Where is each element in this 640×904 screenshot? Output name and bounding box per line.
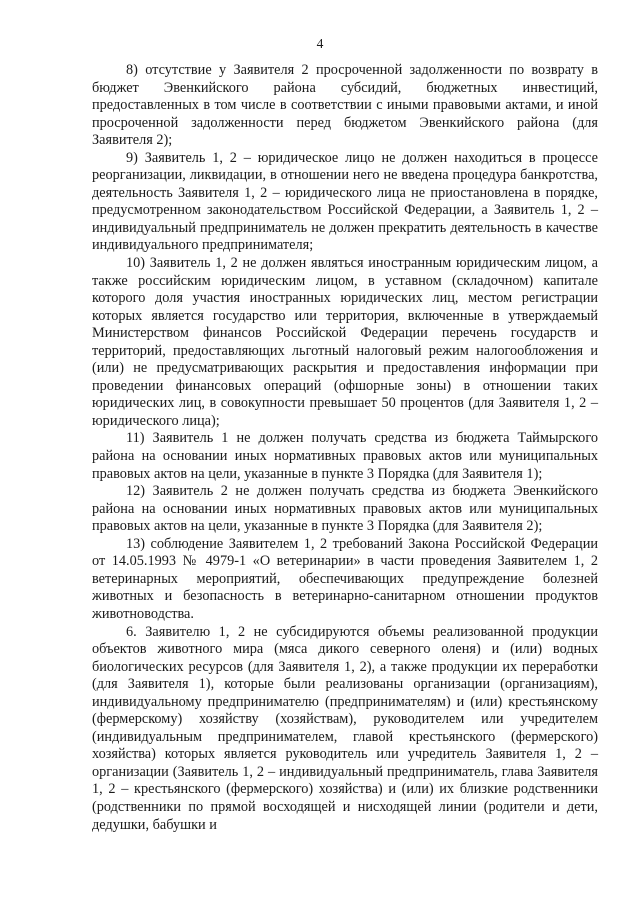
paragraph-item-8: 8) отсутствие у Заявителя 2 просроченной задолженности по возврату в бюджет Эвенкийского района субсидий, бюджетных инвестиций, предоставленных в том числе в соответствии с иными правовыми актами, и иной просроченной задолженности перед бюджетом Эвенкийского района (для Заявителя 2); bbox=[92, 62, 598, 149]
paragraph-item-12: 12) Заявитель 2 не должен получать средства из бюджета Эвенкийского района на основании иных нормативных правовых актов или муниципальных правовых актов на цели, указанные в пункте 3 Порядка (для Заявителя 2); bbox=[92, 483, 598, 535]
document-body bbox=[92, 62, 598, 834]
page-number: 4 bbox=[316, 36, 324, 51]
paragraph-item-13: 13) соблюдение Заявителем 1, 2 требований Закона Российской Федерации от 14.05.1993 № 4979-1 «О ветеринарии» в части проведения Заявителем 1, 2 ветеринарных мероприятий, обеспечивающих предупреждение болезней животных и безопасность в ветеринарно-санитарном отношении продуктов животноводства. bbox=[92, 535, 598, 622]
paragraph-item-9: 9) Заявитель 1, 2 – юридическое лицо не должен находиться в процессе реорганизации, ликвидации, в отношении него не введена процедура банкротства, деятельность Заявителя 1, 2 – юридического лица не приостановлена в порядке, предусмотренном законодательством Российской Федерации, а Заявитель 1, 2 – индивидуальный предприниматель не должен прекратить деятельность в качестве индивидуального предпринимателя; bbox=[92, 149, 598, 254]
paragraph-section-6: 6. Заявителю 1, 2 не субсидируются объемы реализованной продукции объектов животного мира (мяса дикого северного оленя) и (или) водных биологических ресурсов (для Заявителя 1, 2), а также продукции их переработки (для Заявителя 1), которые были реализованы организации (организациям), индивидуальному предпринимателю (предпринимателям) и (или) крестьянскому (фермерскому) хозяйству (хозяйствам), руководителем или учредителем (индивидуальным предпринимателем, главой крестьянского (фермерского) хозяйства) которых является руководитель или учредитель Заявителя 1, 2 – организации (Заявитель 1, 2 – индивидуальный предприниматель, глава Заявителя 1, 2 – крестьянского (фермерского) хозяйства) и (или) их близкие родственники (родственники по прямой восходящей и нисходящей линии (родители и дети, дедушки, бабушки и bbox=[92, 623, 598, 833]
paragraph-item-11: 11) Заявитель 1 не должен получать средства из бюджета Таймырского района на основании иных нормативных правовых актов или муниципальных правовых актов на цели, указанные в пункте 3 Порядка (для Заявителя 1); bbox=[92, 430, 598, 482]
paragraph-item-10: 10) Заявитель 1, 2 не должен являться иностранным юридическим лицом, а также российским юридическим лицом, в уставном (складочном) капитале которого доля участия иностранных юридических лиц, местом регистрации которых является государство или территория, включенные в утверждаемый Министерством финансов Российской Федерации перечень государств и территорий, предоставляющих льготный налоговый режим налогообложения и (или) не предусматривающих раскрытия и предоставления информации при проведении финансовых операций (офшорные зоны) в отношении таких юридических лиц, в совокупности превышает 50 процентов (для Заявителя 1, 2 – юридического лица); bbox=[92, 255, 598, 429]
